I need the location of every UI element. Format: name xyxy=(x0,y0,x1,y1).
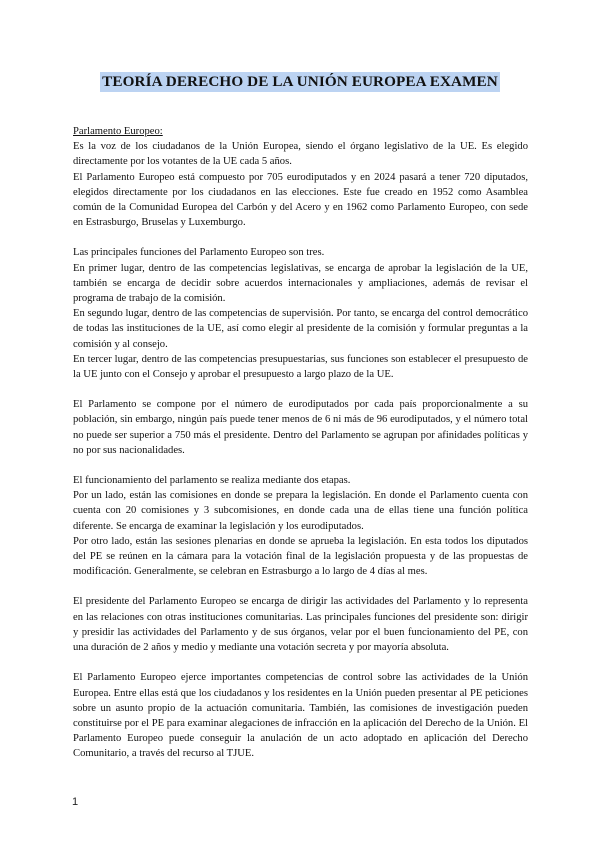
paragraph-gap xyxy=(73,579,528,594)
paragraph-plenary: Por otro lado, están las sesiones plenarias en donde se aprueba la legislación. En esta todos los diputados del PE se reúnen en la cámara para la votación final de la legislación propuesta y de las propuestas de modificación. Generalmente, se celebran en Estrasburgo a lo largo de 4 días al mes. xyxy=(73,535,528,578)
paragraph-gap xyxy=(73,382,528,397)
paragraph-committees: Por un lado, están las comisiones en donde se prepara la legislación. En donde el Parlamento cuenta con cuenta con 20 comisiones y 3 subcomisiones, en donde cada una de ellas tiene una función política diferente. Se encarga de examinar la legislación y los eurodiputados. xyxy=(73,490,528,532)
section-heading: Parlamento Europeo: xyxy=(73,126,163,137)
paragraph-definition: Es la voz de los ciudadanos de la Unión Europea, siendo el órgano legislativo de la UE. Es elegido directamente por los votantes de la UE cada 5 años. xyxy=(73,141,528,168)
paragraph-legislative: En primer lugar, dentro de las competencias legislativas, se encarga de aprobar la legislación de la UE, también se encarga de decidir sobre acuerdos internacionales y ampliaciones, además de revisar el programa de trabajo de la comisión. xyxy=(73,262,528,305)
paragraph-functions-intro: Las principales funciones del Parlamento Europeo son tres. xyxy=(73,247,325,259)
paragraph-members: El Parlamento se compone por el número de eurodiputados por cada país proporcionalmente a su población, sin embargo, ningún país puede tener menos de 6 ni más de 96 eurodiputados, y el número total no puede ser superior a 750 más el presidente. Dentro del Parlamento se agrupan por afinidades políticas y no por sus nacionalidades. xyxy=(73,399,528,456)
page-number: 1 xyxy=(72,796,79,808)
paragraph-control: El Parlamento Europeo ejerce importantes competencias de control sobre las actividades de la Unión Europea. Entre ellas está que los ciudadanos y los residentes en la Unión pueden presentar al PE peticiones sobre un asunto propio de la actuación comunitaria. También, las comisiones de investigación pueden constituirse por el PE para examinar alegaciones de infracción en la aplicación del Derecho de la Unión. El Parlamento Europeo puede conseguir la anulación de un acto adoptado en aplicación del Derecho Comunitario, a través del recurso al TJUE. xyxy=(73,672,528,760)
document-body xyxy=(73,124,528,762)
paragraph-gap xyxy=(73,230,528,245)
paragraph-gap xyxy=(73,458,528,473)
paragraph-composition: El Parlamento Europeo está compuesto por 705 eurodiputados y en 2024 pasará a tener 720 diputados, elegidos directamente por los ciudadanos en las elecciones. Este fue creado en 1952 como Asamblea común de la Comunidad Europea del Carbón y del Acero y en 1962 como Parlamento Europeo, con sede en Estrasburgo, Bruselas y Luxemburgo. xyxy=(73,171,528,229)
paragraph-president: El presidente del Parlamento Europeo se encarga de dirigir las actividades del Parlamento y lo representa en las relaciones con otras instituciones comunitarias. Las principales funciones del presidente son: dirigir y presidir las actividades del Parlamento y de sus órganos, velar por el buen funcionamiento del PE, con una duración de 2 años y medio y mediante una votación secreta y por mayoría absoluta. xyxy=(73,596,528,654)
title-container xyxy=(0,72,600,92)
paragraph-operation-intro: El funcionamiento del parlamento se realiza mediante dos etapas. xyxy=(73,475,351,487)
document-title: TEORÍA DERECHO DE LA UNIÓN EUROPEA EXAMEN xyxy=(102,73,498,90)
paragraph-gap xyxy=(73,655,528,670)
paragraph-supervision: En segundo lugar, dentro de las competencias de supervisión. Por tanto, se encarga del control democrático de todas las instituciones de la UE, así como elegir al presidente de la comisión y formular preguntas a la comisión y al consejo. xyxy=(73,308,528,350)
paragraph-budget: En tercer lugar, dentro de las competencias presupuestarias, sus funciones son establecer el presupuesto de la UE junto con el Consejo y aprobar el presupuesto a largo plazo de la UE. xyxy=(73,353,528,381)
